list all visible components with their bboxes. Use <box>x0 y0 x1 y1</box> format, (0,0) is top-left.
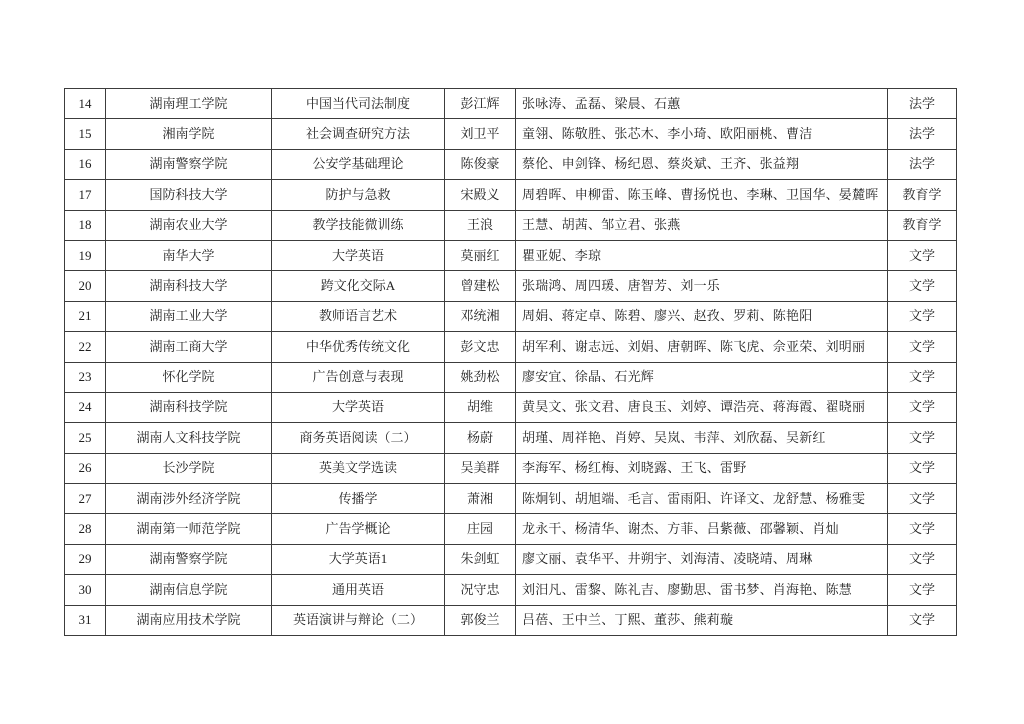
cell-team-members: 吕蓓、王中兰、丁熙、董莎、熊莉璇 <box>516 605 888 635</box>
cell-team-members: 周碧晖、申柳雷、陈玉峰、曹扬悦也、李琳、卫国华、晏麓晖 <box>516 180 888 210</box>
cell-course-name: 广告创意与表现 <box>272 362 445 392</box>
cell-serial-number: 19 <box>65 240 106 270</box>
cell-course-name: 跨文化交际A <box>272 271 445 301</box>
cell-course-leader: 况守忠 <box>445 575 516 605</box>
cell-serial-number: 26 <box>65 453 106 483</box>
cell-course-leader: 杨蔚 <box>445 423 516 453</box>
cell-course-name: 传播学 <box>272 484 445 514</box>
table-row <box>65 119 957 149</box>
cell-subject-category: 文学 <box>888 301 957 331</box>
table-row <box>65 180 957 210</box>
cell-team-members: 廖文丽、袁华平、井朔宇、刘海清、凌晓靖、周琳 <box>516 544 888 574</box>
cell-subject-category: 文学 <box>888 544 957 574</box>
cell-university-name: 湖南应用技术学院 <box>106 605 272 635</box>
cell-university-name: 湖南涉外经济学院 <box>106 484 272 514</box>
cell-university-name: 湖南警察学院 <box>106 149 272 179</box>
cell-subject-category: 文学 <box>888 362 957 392</box>
cell-team-members: 陈炯钊、胡旭端、毛言、雷雨阳、许译文、龙舒慧、杨雅雯 <box>516 484 888 514</box>
cell-course-leader: 曾建松 <box>445 271 516 301</box>
cell-university-name: 湖南理工学院 <box>106 89 272 119</box>
cell-team-members: 张瑞鸿、周四瑗、唐智芳、刘一乐 <box>516 271 888 301</box>
cell-serial-number: 20 <box>65 271 106 301</box>
table-row <box>65 605 957 635</box>
cell-serial-number: 28 <box>65 514 106 544</box>
cell-university-name: 湘南学院 <box>106 119 272 149</box>
cell-team-members: 瞿亚妮、李琼 <box>516 240 888 270</box>
cell-university-name: 湖南信息学院 <box>106 575 272 605</box>
cell-subject-category: 法学 <box>888 119 957 149</box>
cell-team-members: 王慧、胡茜、邹立君、张燕 <box>516 210 888 240</box>
cell-serial-number: 14 <box>65 89 106 119</box>
cell-serial-number: 29 <box>65 544 106 574</box>
table-row <box>65 514 957 544</box>
cell-university-name: 怀化学院 <box>106 362 272 392</box>
table-row <box>65 332 957 362</box>
cell-university-name: 国防科技大学 <box>106 180 272 210</box>
cell-subject-category: 文学 <box>888 514 957 544</box>
cell-team-members: 龙永干、杨清华、谢杰、方菲、吕紫薇、邵馨颖、肖灿 <box>516 514 888 544</box>
cell-team-members: 胡军利、谢志远、刘娟、唐朝晖、陈飞虎、佘亚荣、刘明丽 <box>516 332 888 362</box>
cell-course-name: 大学英语 <box>272 240 445 270</box>
cell-serial-number: 25 <box>65 423 106 453</box>
table-body <box>65 89 957 636</box>
cell-course-leader: 朱剑虹 <box>445 544 516 574</box>
cell-course-name: 广告学概论 <box>272 514 445 544</box>
cell-subject-category: 教育学 <box>888 180 957 210</box>
cell-course-name: 教师语言艺术 <box>272 301 445 331</box>
cell-serial-number: 23 <box>65 362 106 392</box>
table-row <box>65 89 957 119</box>
cell-course-leader: 王浪 <box>445 210 516 240</box>
cell-team-members: 童翎、陈敬胜、张芯木、李小琦、欧阳丽桃、曹洁 <box>516 119 888 149</box>
cell-course-leader: 吴美群 <box>445 453 516 483</box>
cell-course-leader: 陈俊豪 <box>445 149 516 179</box>
table-row <box>65 423 957 453</box>
cell-team-members: 张咏涛、孟磊、梁晨、石蕙 <box>516 89 888 119</box>
cell-subject-category: 文学 <box>888 271 957 301</box>
cell-team-members: 蔡伦、申剑锋、杨纪恩、蔡炎斌、王齐、张益翔 <box>516 149 888 179</box>
cell-university-name: 湖南第一师范学院 <box>106 514 272 544</box>
cell-course-leader: 刘卫平 <box>445 119 516 149</box>
cell-university-name: 湖南农业大学 <box>106 210 272 240</box>
cell-subject-category: 文学 <box>888 332 957 362</box>
cell-course-name: 通用英语 <box>272 575 445 605</box>
cell-course-name: 教学技能微训练 <box>272 210 445 240</box>
cell-course-name: 社会调查研究方法 <box>272 119 445 149</box>
cell-serial-number: 27 <box>65 484 106 514</box>
cell-course-name: 防护与急救 <box>272 180 445 210</box>
cell-course-leader: 彭文忠 <box>445 332 516 362</box>
cell-course-name: 中国当代司法制度 <box>272 89 445 119</box>
cell-serial-number: 15 <box>65 119 106 149</box>
cell-serial-number: 24 <box>65 392 106 422</box>
cell-team-members: 刘汨凡、雷黎、陈礼吉、廖勤思、雷书梦、肖海艳、陈慧 <box>516 575 888 605</box>
cell-course-name: 商务英语阅读（二） <box>272 423 445 453</box>
table-row <box>65 544 957 574</box>
cell-university-name: 湖南工业大学 <box>106 301 272 331</box>
table-row <box>65 362 957 392</box>
cell-serial-number: 17 <box>65 180 106 210</box>
table-row <box>65 149 957 179</box>
cell-serial-number: 18 <box>65 210 106 240</box>
cell-subject-category: 文学 <box>888 605 957 635</box>
table-row <box>65 392 957 422</box>
cell-course-leader: 彭江辉 <box>445 89 516 119</box>
cell-university-name: 湖南工商大学 <box>106 332 272 362</box>
cell-subject-category: 文学 <box>888 575 957 605</box>
cell-course-name: 英美文学选读 <box>272 453 445 483</box>
cell-team-members: 廖安宜、徐晶、石光辉 <box>516 362 888 392</box>
cell-team-members: 周娟、蒋定卓、陈碧、廖兴、赵孜、罗莉、陈艳阳 <box>516 301 888 331</box>
table-row <box>65 575 957 605</box>
table-row <box>65 271 957 301</box>
cell-university-name: 湖南科技学院 <box>106 392 272 422</box>
cell-course-name: 公安学基础理论 <box>272 149 445 179</box>
cell-course-leader: 宋殿义 <box>445 180 516 210</box>
cell-team-members: 黄昊文、张文君、唐良玉、刘婷、谭浩亮、蒋海霞、翟晓丽 <box>516 392 888 422</box>
course-list-table <box>64 88 957 636</box>
cell-course-name: 大学英语1 <box>272 544 445 574</box>
cell-serial-number: 31 <box>65 605 106 635</box>
cell-university-name: 湖南人文科技学院 <box>106 423 272 453</box>
cell-course-leader: 姚劲松 <box>445 362 516 392</box>
table-row <box>65 301 957 331</box>
cell-course-leader: 邓统湘 <box>445 301 516 331</box>
cell-team-members: 胡瑾、周祥艳、肖婷、吴岚、韦萍、刘欣磊、吴新红 <box>516 423 888 453</box>
cell-subject-category: 文学 <box>888 423 957 453</box>
cell-subject-category: 文学 <box>888 240 957 270</box>
cell-course-name: 大学英语 <box>272 392 445 422</box>
cell-serial-number: 21 <box>65 301 106 331</box>
cell-university-name: 湖南警察学院 <box>106 544 272 574</box>
cell-course-name: 英语演讲与辩论（二） <box>272 605 445 635</box>
cell-course-leader: 郭俊兰 <box>445 605 516 635</box>
cell-subject-category: 文学 <box>888 453 957 483</box>
cell-subject-category: 文学 <box>888 484 957 514</box>
table-row <box>65 484 957 514</box>
cell-course-name: 中华优秀传统文化 <box>272 332 445 362</box>
cell-serial-number: 30 <box>65 575 106 605</box>
cell-serial-number: 16 <box>65 149 106 179</box>
cell-subject-category: 法学 <box>888 149 957 179</box>
cell-subject-category: 教育学 <box>888 210 957 240</box>
cell-university-name: 湖南科技大学 <box>106 271 272 301</box>
cell-course-leader: 莫丽红 <box>445 240 516 270</box>
cell-subject-category: 文学 <box>888 392 957 422</box>
cell-university-name: 南华大学 <box>106 240 272 270</box>
table-row <box>65 210 957 240</box>
table-row <box>65 453 957 483</box>
cell-university-name: 长沙学院 <box>106 453 272 483</box>
cell-course-leader: 胡维 <box>445 392 516 422</box>
cell-team-members: 李海军、杨红梅、刘晓露、王飞、雷野 <box>516 453 888 483</box>
cell-subject-category: 法学 <box>888 89 957 119</box>
cell-course-leader: 萧湘 <box>445 484 516 514</box>
cell-course-leader: 庄园 <box>445 514 516 544</box>
table-row <box>65 240 957 270</box>
cell-serial-number: 22 <box>65 332 106 362</box>
